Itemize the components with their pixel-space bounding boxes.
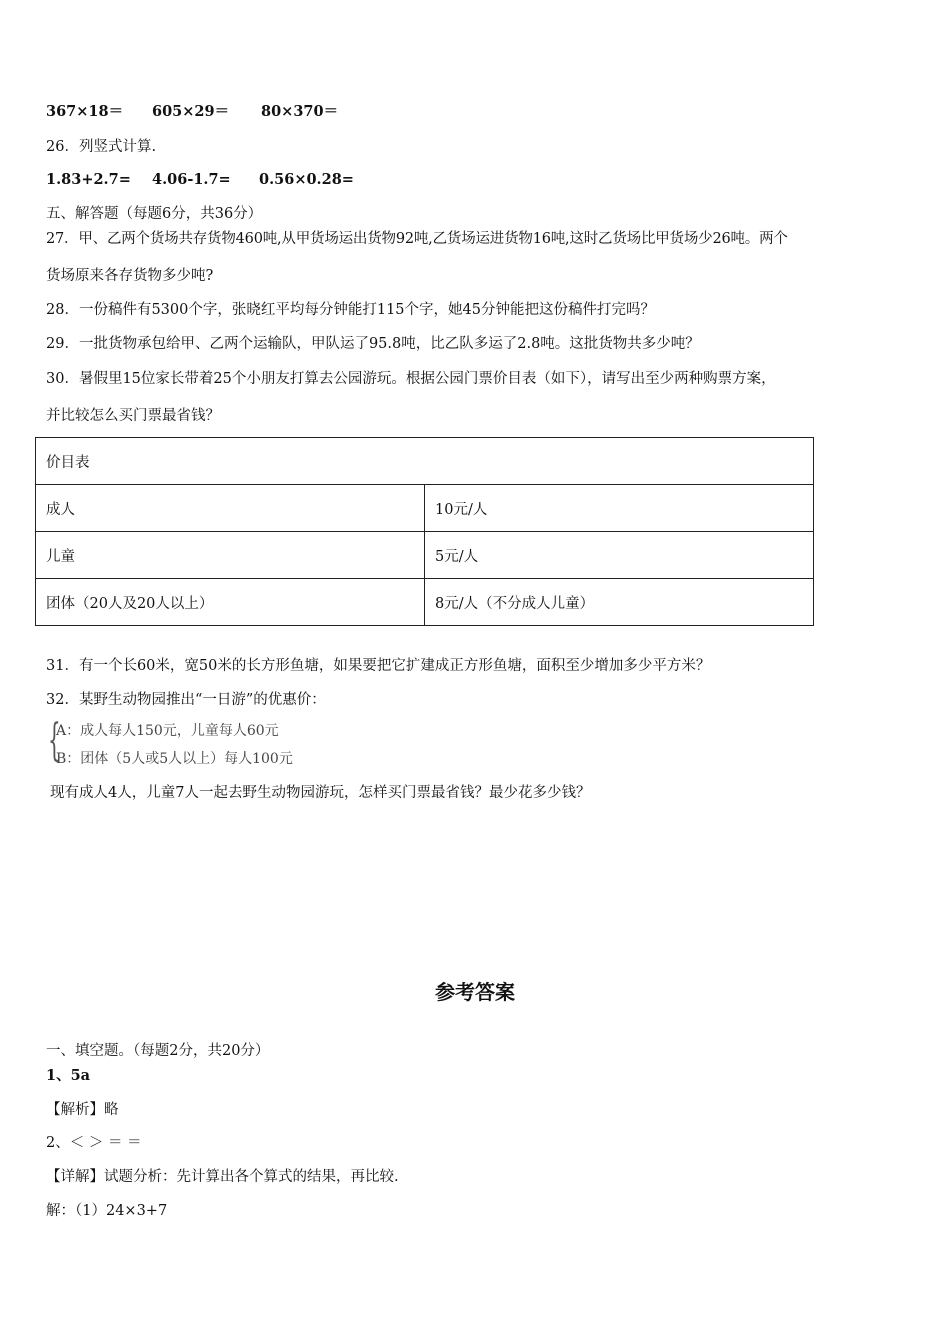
price-value: 8元/人（不分成人儿童） (425, 579, 814, 626)
question-30-line-1: 30．暑假里15位家长带着25个小朋友打算去公园游玩。根据公园门票价目表（如下），请写出至少两种购票方案， (46, 371, 776, 387)
answer-section-1: 一、填空题。（每题2分，共20分） (46, 1043, 270, 1059)
question-32: 32．某野生动物园推出“一日游”的优惠价： (46, 692, 326, 708)
price-table-title: 价目表 (36, 438, 814, 485)
answer-2-solution: 解：（1）24×3+7 (46, 1203, 168, 1219)
question-30-line-2: 并比较怎么买门票最省钱？ (46, 408, 220, 424)
answer-2: 2、＜ ＞ ＝ ＝ (46, 1135, 142, 1151)
question-32-text: 现有成人4人，儿童7人一起去野生动物园游玩，怎样买门票最省钱？最少花多少钱？ (50, 785, 591, 801)
price-table (35, 437, 814, 626)
calc-item: 367×18＝ (46, 103, 124, 120)
q32-options-image (48, 717, 348, 769)
table-row (36, 532, 814, 579)
calc-item: 605×29＝ (152, 103, 230, 120)
brace-icon: { (48, 715, 61, 766)
price-label: 成人 (36, 485, 425, 532)
question-31: 31．有一个长60米，宽50米的长方形鱼塘，如果要把它扩建成正方形鱼塘，面积至少增加多少平方米？ (46, 658, 711, 674)
section-heading-5: 五、解答题（每题6分，共36分） (46, 206, 263, 222)
table-row (36, 485, 814, 532)
price-label: 儿童 (36, 532, 425, 579)
calc-item: 0.56×0.28= (259, 171, 354, 188)
q32-option-a: A：成人每人150元，儿童每人60元 (56, 723, 279, 739)
question-28: 28．一份稿件有5300个字，张晓红平均每分钟能打115个字，她45分钟能把这份稿件打完吗？ (46, 302, 655, 318)
question-27-line-2: 货场原来各存货物多少吨? (46, 268, 214, 284)
answer-2-detail: 【详解】试题分析：先计算出各个算式的结果，再比较. (46, 1169, 399, 1185)
calc-item: 4.06-1.7= (152, 171, 231, 188)
calc-item: 1.83+2.7= (46, 171, 131, 188)
question-29: 29．一批货物承包给甲、乙两个运输队，甲队运了95.8吨，比乙队多运了2.8吨。这批货物共多少吨？ (46, 336, 700, 352)
q32-option-b: B：团体（5人或5人以上）每人100元 (56, 751, 293, 767)
price-label: 团体（20人及20人以上） (36, 579, 425, 626)
question-27-line-1: 27．甲、乙两个货场共存货物460吨,从甲货场运出货物92吨,乙货场运进货物16吨,这时乙货场比甲货场少26吨。两个 (46, 231, 788, 247)
answer-1: 1、5a (46, 1067, 91, 1084)
price-value: 10元/人 (425, 485, 814, 532)
price-value: 5元/人 (425, 532, 814, 579)
calc-row-2 (46, 170, 354, 190)
table-row (36, 579, 814, 626)
answer-1-note: 【解析】略 (46, 1102, 119, 1118)
question-26: 26．列竖式计算. (46, 139, 157, 155)
calc-item: 80×370＝ (261, 103, 339, 120)
calc-row-1 (46, 102, 338, 122)
answer-title: 参考答案 (435, 980, 515, 1004)
